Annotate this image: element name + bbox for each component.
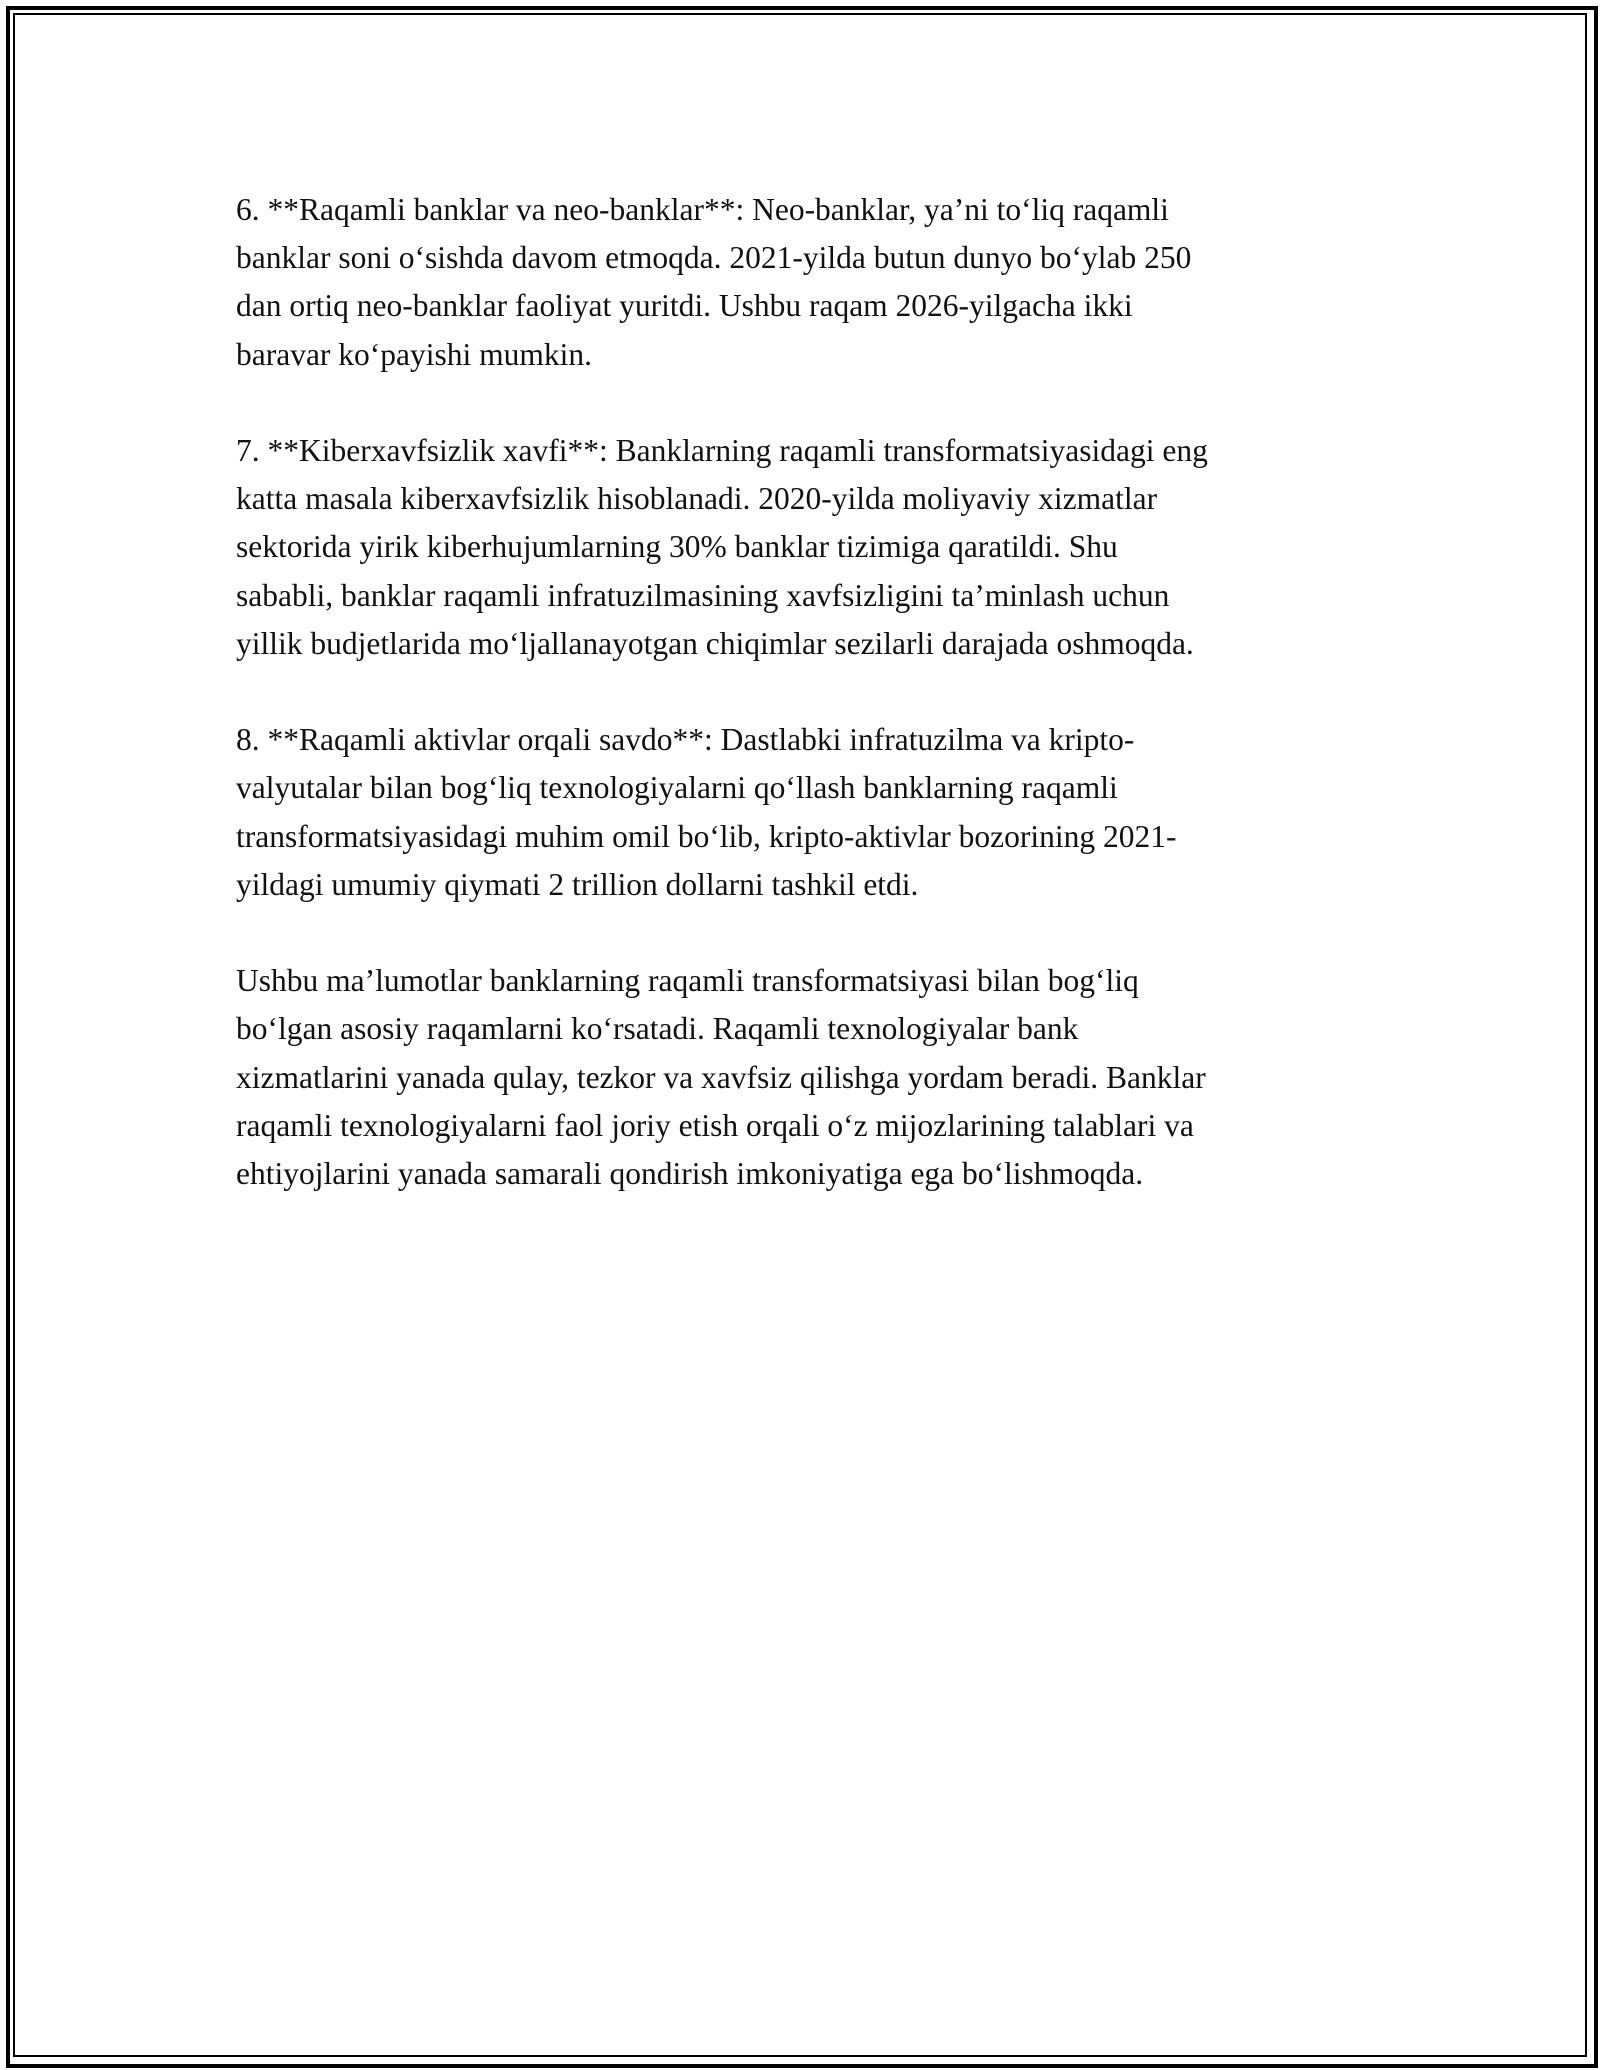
document-body — [236, 186, 1396, 1198]
paragraph-conclusion: Ushbu ma’lumotlar banklarning raqamli transformatsiyasi bilan bog‘liq bo‘lgan asosiy raqamlarni ko‘rsatadi. Raqamli texnologiyalar bank xizmatlarini yanada qulay, tezkor va xavfsiz qilishga yordam beradi. Banklar raqamli texnologiyalarni faol joriy etish orqali o‘z mijozlarining talablari va ehtiyojlarini yanada samarali qondirish imkoniyatiga ega bo‘lishmoqda. — [236, 963, 1206, 1192]
paragraph-neo-banks: 6. **Raqamli banklar va neo-banklar**: Neo-banklar, ya’ni to‘liq raqamli banklar soni o‘sishda davom etmoqda. 2021-yilda butun dunyo bo‘ylab 250 dan ortiq neo-banklar faoliyat yuritdi. Ushbu raqam 2026-yilgacha ikki baravar ko‘payishi mumkin. — [236, 192, 1192, 372]
paragraph-cybersecurity: 7. **Kiberxavfsizlik xavfi**: Banklarning raqamli transformatsiyasidagi eng katta masala kiberxavfsizlik hisoblanadi. 2020-yilda moliyaviy xizmatlar sektorida yirik kiberhujumlarning 30% banklar tizimiga qaratildi. Shu sababli, banklar raqamli infratuzilmasining xavfsizligini ta’minlash uchun yillik budjetlarida mo‘ljallanayotgan chiqimlar sezilarli darajada oshmoqda. — [236, 433, 1208, 661]
paragraph-digital-assets: 8. **Raqamli aktivlar orqali savdo**: Dastlabki infratuzilma va kripto- valyutalar bilan bog‘liq texnologiyalarni qo‘llash banklarning raqamli transformatsiyasidagi muhim omil bo‘lib, kripto-aktivlar bozorining 2021- yildagi umumiy qiymati 2 trillion dollarni tashkil etdi. — [236, 722, 1177, 902]
